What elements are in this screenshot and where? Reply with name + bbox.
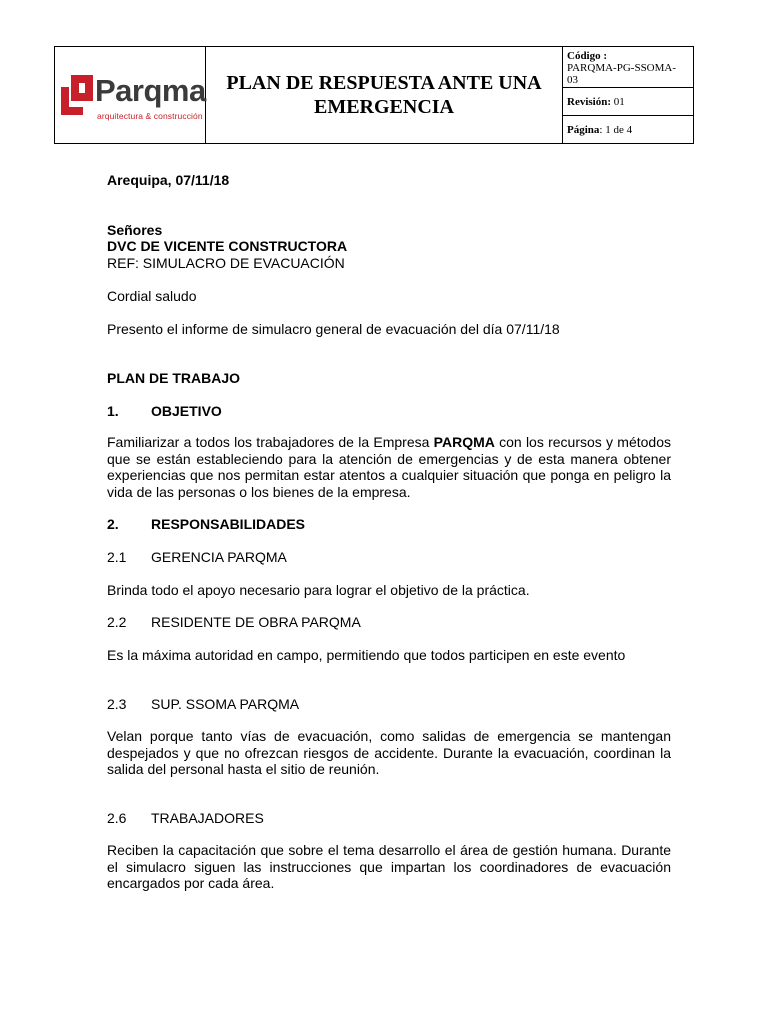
section-2-1-number: 2.1 <box>107 549 127 565</box>
revision-value: 01 <box>611 95 625 108</box>
salutation: Señores <box>107 222 163 238</box>
section-2-2-number: 2.2 <box>107 614 127 630</box>
recipient-company: DVC DE VICENTE CONSTRUCTORA <box>107 238 348 254</box>
section-1-company: PARQMA <box>433 434 495 450</box>
page-cell <box>563 116 693 143</box>
section-2-3-title: SUP. SSOMA PARQMA <box>151 696 300 712</box>
document-title <box>206 47 563 143</box>
section-2-2-heading <box>107 614 671 631</box>
code-value-2: 03 <box>567 74 578 86</box>
document-meta <box>563 47 693 143</box>
intro-text: Presento el informe de simulacro general de evacuación del día 07/11/18 <box>107 321 560 337</box>
section-1-heading <box>107 403 671 420</box>
section-1-text <box>107 434 671 500</box>
page-value: : 1 de 4 <box>599 123 633 136</box>
section-1-number: 1. <box>107 403 119 419</box>
section-1-title: OBJETIVO <box>151 403 222 419</box>
reference: REF: SIMULACRO DE EVACUACIÓN <box>107 255 345 271</box>
section-2-title: RESPONSABILIDADES <box>151 516 306 532</box>
document-header <box>54 46 694 144</box>
section-1-text-a: Familiarizar a todos los trabajadores de la Empresa <box>107 434 434 450</box>
revision-cell <box>563 88 693 116</box>
logo-name: Parqma <box>95 73 206 108</box>
section-2-1-title: GERENCIA PARQMA <box>151 549 287 565</box>
greeting: Cordial saludo <box>107 288 197 304</box>
title-line-2: EMERGENCIA <box>313 96 454 118</box>
section-2-1-text: Brinda todo el apoyo necesario para lograr el objetivo de la práctica. <box>107 582 530 598</box>
place-date: Arequipa, 07/11/18 <box>107 172 230 188</box>
section-2-6-text: Reciben la capacitación que sobre el tema desarrollo el área de gestión humana. Durante el simulacro siguen las instrucciones que impartan los coordinadores de evacuación encargados por cada área. <box>107 842 671 891</box>
section-2-6-heading <box>107 810 671 827</box>
code-value-1: PARQMA-PG-SSOMA- <box>567 62 677 74</box>
code-label: Código : <box>567 50 608 62</box>
plan-heading: PLAN DE TRABAJO <box>107 370 241 386</box>
section-2-2-title: RESIDENTE DE OBRA PARQMA <box>151 614 361 630</box>
section-2-3-text: Velan porque tanto vías de evacuación, como salidas de emergencia se mantengan despejados y que no ofrezcan riesgos de accidente. Durante la evacuación, coordinan la salida del personal hasta el sitio de reunión. <box>107 728 671 777</box>
section-2-2-text: Es la máxima autoridad en campo, permitiendo que todos participen en este evento <box>107 647 626 663</box>
section-1-text-b: con los recursos y métodos que se están estableciendo para la atención de emergencias y de esta manera obtener experiencias que nos permitan estar atentos a cualquier situación que ponga en peligro la vida de las personas o los bienes de la empresa. <box>107 434 672 500</box>
code-cell <box>563 47 693 88</box>
revision-label: Revisión: <box>567 95 611 108</box>
section-2-number: 2. <box>107 516 119 532</box>
logo-mark-icon <box>61 73 93 115</box>
page-label: Página <box>567 123 600 136</box>
section-2-1-heading <box>107 549 671 566</box>
section-2-heading <box>107 516 671 533</box>
section-2-3-number: 2.3 <box>107 696 127 712</box>
title-line-1: PLAN DE RESPUESTA ANTE UNA <box>226 72 542 94</box>
section-2-6-title: TRABAJADORES <box>151 810 264 826</box>
section-2-6-number: 2.6 <box>107 810 127 826</box>
company-logo <box>55 47 206 143</box>
section-2-3-heading <box>107 696 671 713</box>
logo-subtitle: arquitectura & construcción <box>97 111 203 121</box>
